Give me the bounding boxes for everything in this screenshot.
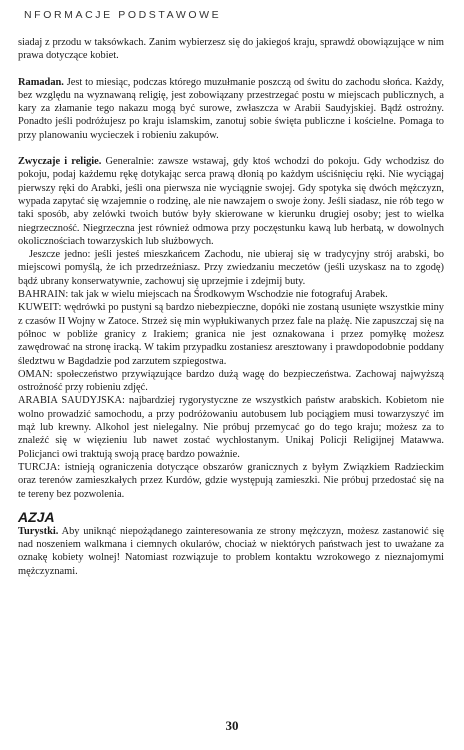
- country-saudi-arabia: ARABIA SAUDYJSKA: najbardziej rygorystyczne ze wszystkich państw arabskich. Kobietom nie wolno prowadzić samochodu, a przy podróżowaniu autobusem lub pociągiem musi towarzyszyć im mąż lub krewny. Alkohol jest nielegalny. Nie próbuj przemycać go do tego kraju; możesz za to znaleźć się w więzieniu lub nawet zostać wychłostanym. Unikaj Policji Religijnej Matawwa. Policjanci owi traktują swoją pracę bardzo poważnie.: [18, 395, 444, 460]
- ramadan-paragraph: [18, 76, 444, 142]
- asia-term: Turystki.: [18, 525, 59, 537]
- page-number: 30: [225, 718, 239, 733]
- ramadan-term: Ramadan.: [18, 76, 64, 88]
- intro-paragraph: siadaj z przodu w taksówkach. Zanim wybierzesz się do jakiegoś kraju, sprawdź obowiązujące w nim prawa dotyczące kobiet.: [18, 37, 444, 62]
- customs-extra-paragraph: Jeszcze jedno: jeśli jesteś mieszkańcem Zachodu, nie ubieraj się w tradycyjny strój arabski, bo miejscowi pomyślą, że ich przedrzeźniasz. Przy zwiedzaniu meczetów (jeśli uzyskasz na to zgodę) bądź ubrany konserwatywnie, zachowuj się uprzejmie i zdejmij buty.: [18, 249, 444, 287]
- country-kuwait: KUWEIT: wędrówki po pustyni są bardzo niebezpieczne, dopóki nie zostaną usunięte wszystkie miny z czasów II Wojny w Zatoce. Strzeż się min wypłukiwanych przez fale na plażę. Nie zapuszczaj się na północ w pobliże granicy z Irakiem; granica nie jest oznakowana i przez pomyłkę możesz zawędrować na stronę iracką. W takim przypadku zostaniesz aresztowany i prawdopodobnie poddany śledztwu w Bagdadzie pod zarzutem szpiegostwa.: [18, 302, 444, 367]
- ramadan-text: Jest to miesiąc, podczas którego muzułmanie poszczą od świtu do zachodu słońca. Każdy, bez względu na wyznawaną religię, jest zobowiązany przestrzegać postu w miejscach publicznych, a kary za złamanie tego nakazu mogą być surowe, zwłaszcza w Arabii Saudyjskiej. Bądź ostrożny. Ponadto jeśli podróżujesz po kraju islamskim, zanotuj sobie święta publiczne i kościelne. Pomaga to przy planowaniu wycieczek i robieniu zakupów.: [18, 76, 444, 141]
- customs-text: Generalnie: zawsze wstawaj, gdy ktoś wchodzi do pokoju. Gdy wchodzisz do pokoju, podaj każdemu rękę dotykając serca prawą dłonią po każdym uściśnięciu ręki. Nie wyciągaj pierwszy ręki do Arabki, jeśli ona pierwsza nie wyciągnie swojej. Gdy spotyka się dwóch mężczyzn, wypada zapytać się wzajemnie o rodzinę, ale nie nawzajem o swoje żony. Jeśli siadasz, nie rób tego w taki sposób, aby zelówki twoich butów były skierowane w kierunku drugiej osoby; jest to wielka niegrzeczność. Niegrzeczna jest również odmowa przy poczęstunku kawą lub herbatą, w dowolnych okolicznościach towarzyskich lub służbowych.: [18, 156, 444, 247]
- country-oman: OMAN: społeczeństwo przywiązujące bardzo dużą wagę do bezpieczeństwa. Zachowaj najwyższą ostrożność przy robieniu zdjęć.: [18, 368, 444, 394]
- section-heading-asia: AZJA: [18, 508, 55, 525]
- running-header: NFORMACJE PODSTAWOWE: [24, 9, 222, 21]
- country-turkey: TURCJA: istnieją ograniczenia dotyczące obszarów granicznych z byłym Związkiem Radzieckim oraz terenów zamieszkałych przez Kurdów, gdzie występują zamieszki. Nie próbuj przedostać się na te tereny bez pozwolenia.: [18, 461, 444, 500]
- customs-paragraph: [18, 155, 444, 248]
- asia-text: Aby uniknąć niepożądanego zainteresowania ze strony mężczyzn, możesz zastanowić się nad noszeniem walkmana i ciemnych okularów, chociaż w niektórych państwach jest to uważane za oznakę kobiety wolnej! Natomiast rozwiązuje to problem kontaktu wzrokowego z nieznajomymi mężczyznami.: [18, 525, 444, 577]
- customs-term: Zwyczaje i religie.: [18, 156, 102, 168]
- page-body: [18, 36, 444, 578]
- asia-paragraph: [18, 525, 444, 578]
- country-bahrain: BAHRAIN: tak jak w wielu miejscach na Środkowym Wschodzie nie fotografuj Arabek.: [18, 289, 388, 301]
